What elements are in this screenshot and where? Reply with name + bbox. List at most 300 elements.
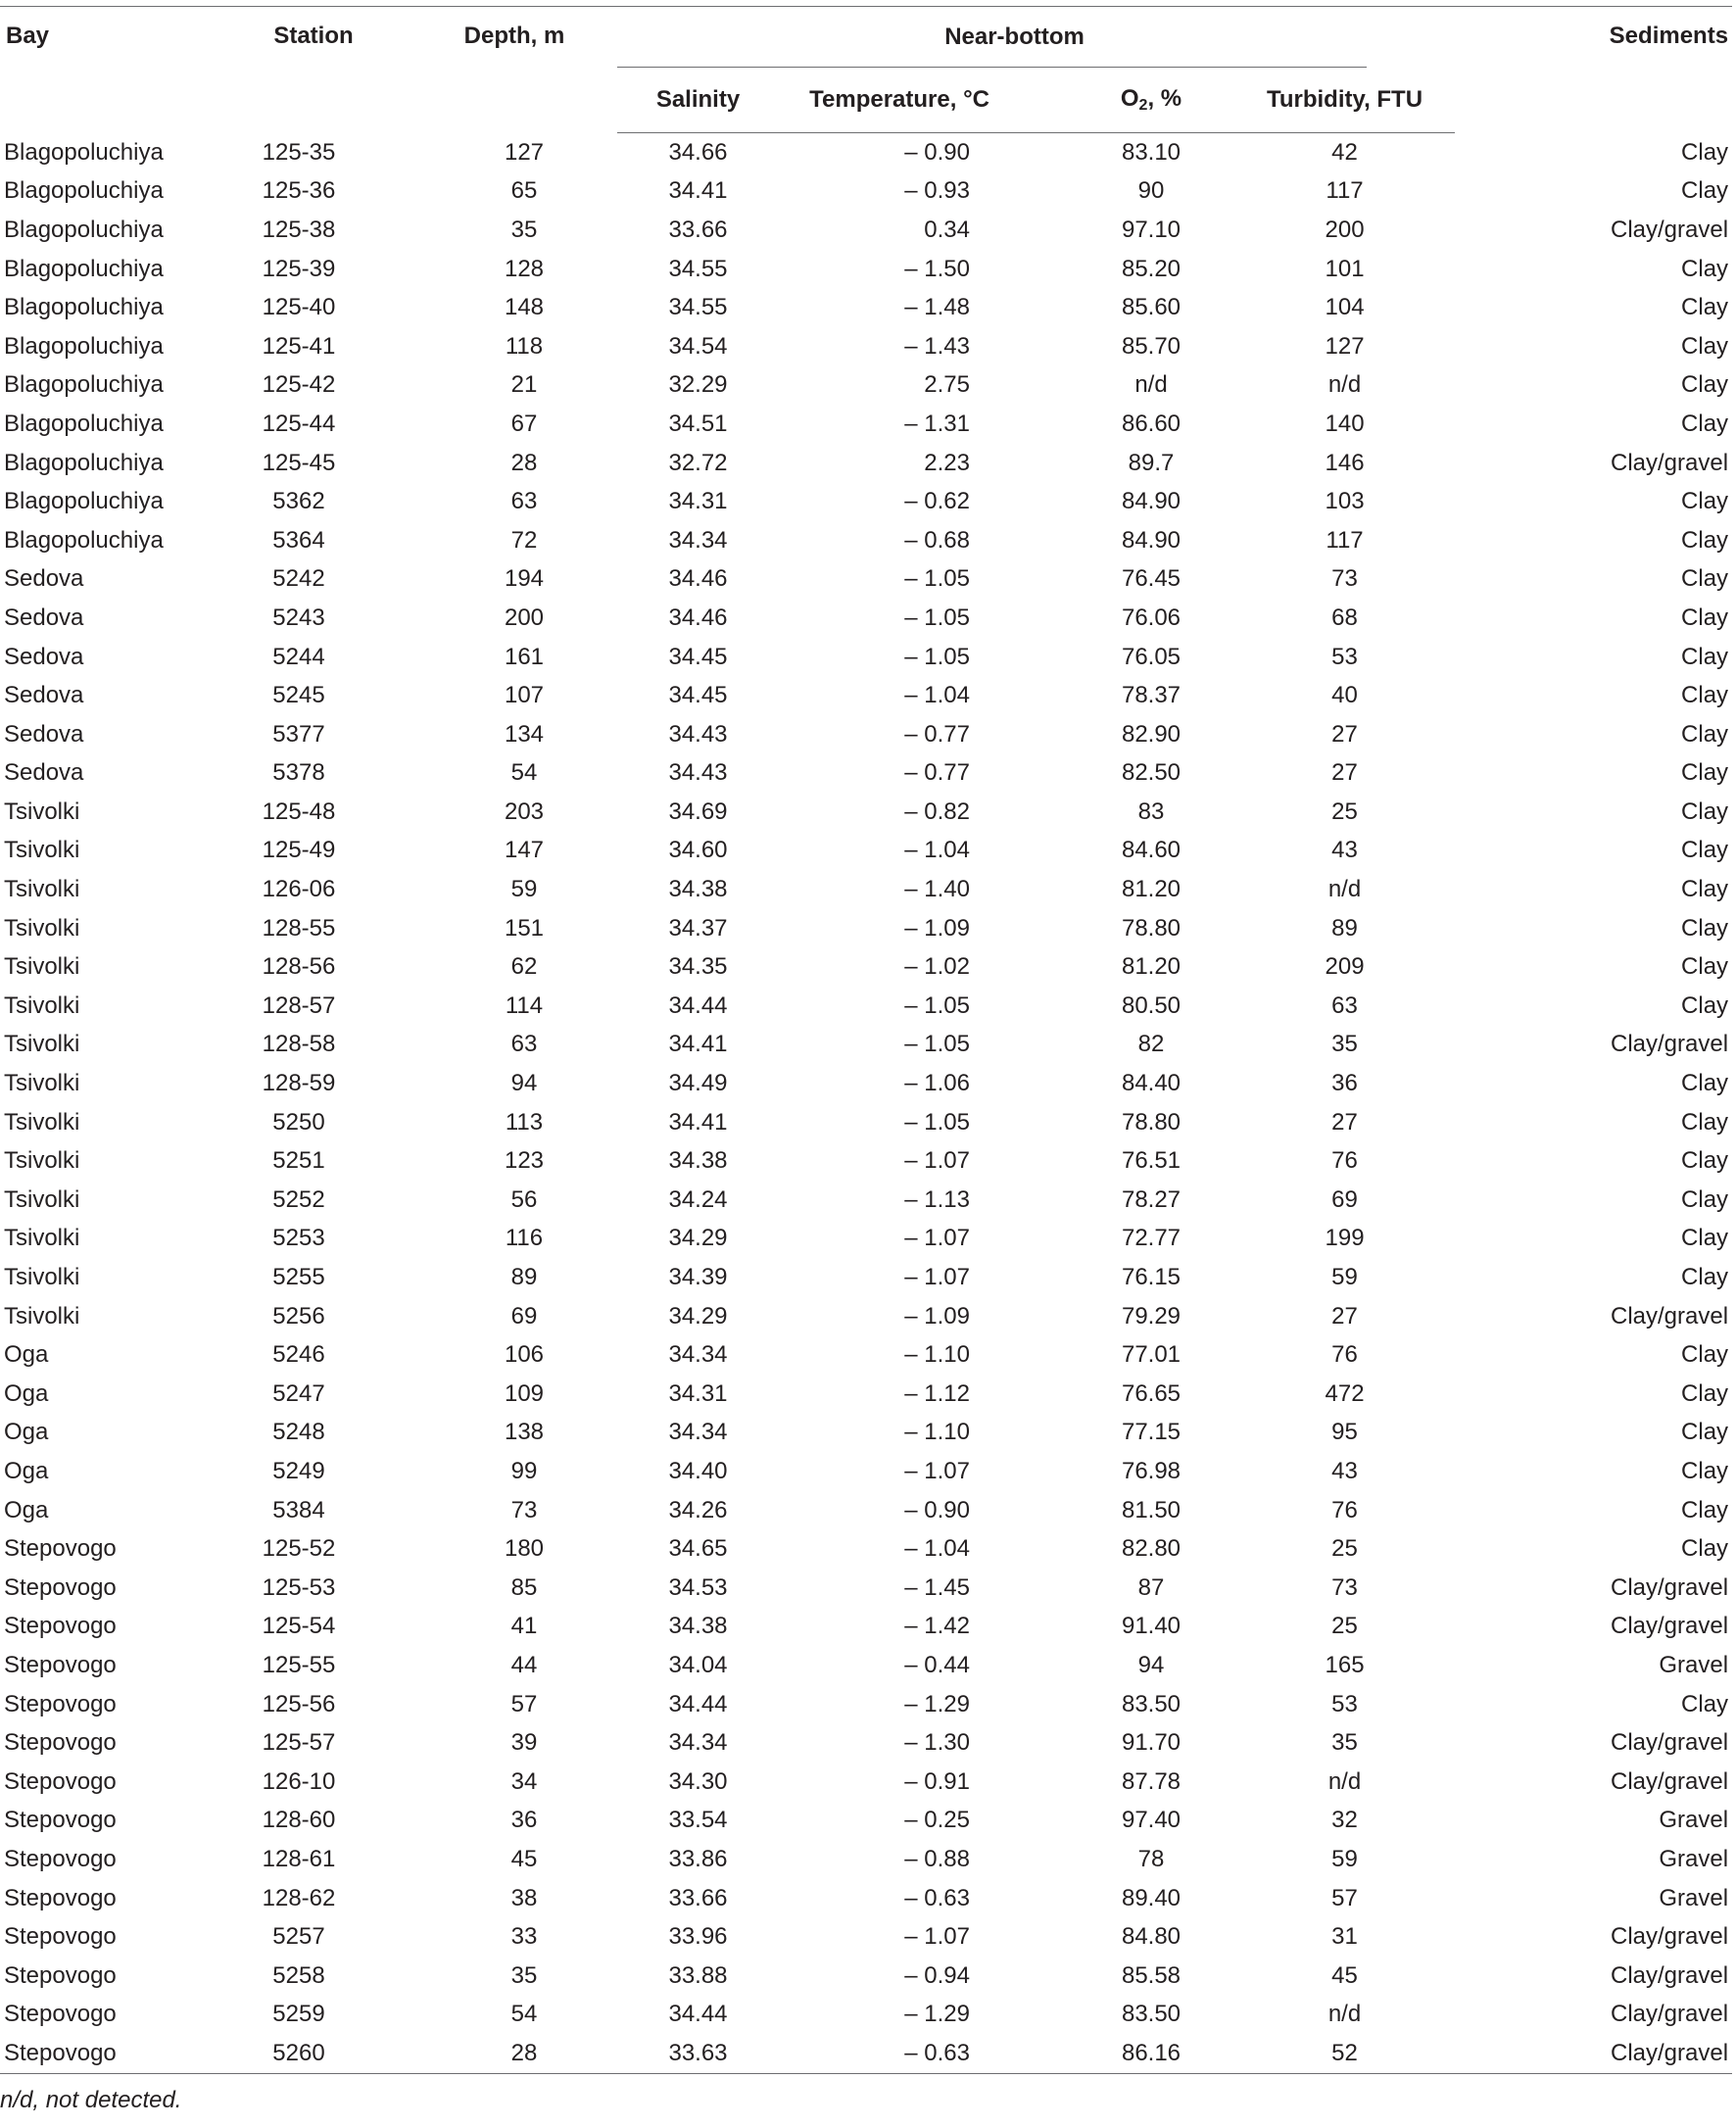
cell-bay: Stepovogo xyxy=(4,1690,117,1717)
cell-o2: 85.60 xyxy=(1121,294,1181,321)
cell-temperature: – 1.29 xyxy=(904,1690,970,1717)
cell-station: 128-55 xyxy=(262,914,336,942)
cell-temperature: – 0.88 xyxy=(904,1845,970,1872)
cell-bay: Stepovogo xyxy=(0,2034,216,2073)
cell-o2: 85.70 xyxy=(1121,332,1181,360)
cell-depth: 21 xyxy=(510,371,538,399)
cell-sediments: Clay xyxy=(1681,953,1729,981)
cell-depth: 44 xyxy=(510,1651,538,1678)
cell-sediments: Clay xyxy=(1681,526,1729,554)
cell-turbidity: 101 xyxy=(1325,255,1365,282)
cell-temperature: – 1.05 xyxy=(904,1108,970,1136)
table-row xyxy=(0,832,1732,871)
cell-sediments: Clay/gravel xyxy=(1611,1302,1729,1329)
header-temperature: Temperature, °C xyxy=(789,68,1038,133)
cell-station: 128-56 xyxy=(262,953,336,981)
cell-depth: 123 xyxy=(504,1147,545,1175)
cell-o2: 87 xyxy=(1137,1573,1165,1601)
cell-depth: 180 xyxy=(504,1535,545,1563)
cell-bay: Stepovogo xyxy=(4,1613,117,1640)
table-row xyxy=(0,1529,1732,1569)
table-row xyxy=(0,1879,1732,1918)
cell-bay: Stepovogo xyxy=(4,1807,117,1834)
cell-salinity: 34.69 xyxy=(668,798,728,825)
cell-temperature: – 1.04 xyxy=(904,682,970,709)
cell-turbidity: 53 xyxy=(1331,1690,1358,1717)
cell-bay: Tsivolki xyxy=(4,1302,80,1329)
cell-depth: 113 xyxy=(505,1108,544,1136)
cell-salinity: 34.34 xyxy=(668,1729,728,1757)
cell-station: 5246 xyxy=(272,1341,325,1369)
table-row xyxy=(0,172,1732,212)
cell-temperature: – 0.63 xyxy=(904,1884,970,1911)
cell-salinity: 34.65 xyxy=(668,1535,728,1563)
cell-station: 125-41 xyxy=(262,332,336,360)
cell-depth: 127 xyxy=(504,138,545,166)
cell-sediments: Clay xyxy=(1681,604,1729,631)
cell-sediments: Clay xyxy=(1681,1535,1729,1563)
cell-sediments: Gravel xyxy=(1659,1884,1729,1911)
cell-bay: Tsivolki xyxy=(4,1264,80,1291)
cell-salinity: 34.38 xyxy=(668,876,728,903)
cell-depth: 116 xyxy=(505,1225,544,1252)
cell-sediments: Clay xyxy=(1681,488,1729,515)
table-row xyxy=(0,288,1732,327)
cell-turbidity: 59 xyxy=(1331,1845,1358,1872)
cell-sediments: Clay/gravel xyxy=(1611,449,1729,476)
cell-salinity: 34.34 xyxy=(668,1341,728,1369)
cell-bay: Tsivolki xyxy=(4,876,80,903)
cell-sediments: Clay/gravel xyxy=(1611,1923,1729,1951)
cell-temperature: – 1.10 xyxy=(904,1419,970,1446)
cell-depth: 33 xyxy=(510,1923,538,1951)
cell-o2: 85.58 xyxy=(1121,1961,1181,1989)
table-row xyxy=(0,870,1732,909)
cell-temperature: – 1.07 xyxy=(904,1147,970,1175)
cell-depth: 73 xyxy=(510,1496,538,1523)
cell-turbidity: n/d xyxy=(1327,371,1362,399)
cell-temperature: – 0.82 xyxy=(904,798,970,825)
cell-depth: 107 xyxy=(504,682,545,709)
cell-temperature: – 1.05 xyxy=(904,1031,970,1058)
cell-o2: 82.80 xyxy=(1121,1535,1181,1563)
cell-station: 125-45 xyxy=(262,449,336,476)
cell-o2: 76.51 xyxy=(1121,1147,1181,1175)
cell-depth: 161 xyxy=(504,643,545,670)
cell-turbidity: n/d xyxy=(1327,1767,1362,1795)
cell-temperature: – 1.04 xyxy=(904,1535,970,1563)
cell-turbidity: 25 xyxy=(1331,1613,1358,1640)
cell-temperature: – 1.05 xyxy=(904,604,970,631)
cell-turbidity: 27 xyxy=(1331,1302,1358,1329)
cell-turbidity: 25 xyxy=(1331,798,1358,825)
table-row xyxy=(0,676,1732,715)
cell-bay: Stepovogo xyxy=(4,1884,117,1911)
cell-sediments: Clay/gravel xyxy=(1611,216,1729,243)
cell-bay: Tsivolki xyxy=(4,991,80,1019)
cell-salinity: 33.54 xyxy=(668,1807,728,1834)
cell-station: 125-54 xyxy=(262,1613,336,1640)
cell-o2: 76.05 xyxy=(1121,643,1181,670)
cell-salinity: 34.26 xyxy=(668,1496,728,1523)
cell-salinity: 34.44 xyxy=(668,991,728,1019)
table-row xyxy=(0,1064,1732,1103)
cell-salinity: 34.35 xyxy=(668,953,728,981)
table-row xyxy=(0,1840,1732,1879)
cell-salinity: 34.44 xyxy=(668,2001,728,2028)
near-bottom-rule xyxy=(617,67,1367,68)
cell-sediments: Clay/gravel xyxy=(1611,1573,1729,1601)
cell-temperature: – 0.90 xyxy=(904,138,970,166)
cell-o2: 91.40 xyxy=(1121,1613,1181,1640)
cell-depth: 94 xyxy=(510,1070,538,1097)
cell-o2: 94 xyxy=(1137,1651,1165,1678)
cell-station: 5384 xyxy=(272,1496,325,1523)
cell-o2: 84.40 xyxy=(1121,1070,1181,1097)
table-row xyxy=(0,521,1732,560)
cell-bay: Oga xyxy=(4,1379,49,1407)
cell-salinity: 34.66 xyxy=(668,138,728,166)
cell-bay: Tsivolki xyxy=(4,914,80,942)
table-row xyxy=(0,560,1732,600)
cell-turbidity: 27 xyxy=(1331,720,1358,748)
cell-temperature: – 1.02 xyxy=(904,953,970,981)
cell-station: 125-38 xyxy=(262,216,336,243)
cell-depth: 63 xyxy=(510,488,538,515)
cell-o2: 76.98 xyxy=(1121,1457,1181,1484)
cell-station: 125-56 xyxy=(262,1690,336,1717)
cell-turbidity: 40 xyxy=(1331,682,1358,709)
cell-salinity: 34.34 xyxy=(668,1419,728,1446)
cell-o2: 76.06 xyxy=(1121,604,1181,631)
cell-temperature: – 1.12 xyxy=(904,1379,970,1407)
table-row xyxy=(0,1763,1732,1802)
cell-bay: Blagopoluchiya xyxy=(4,294,164,321)
cell-salinity: 33.88 xyxy=(668,1961,728,1989)
header-depth: Depth, m xyxy=(411,7,617,133)
table-row xyxy=(0,909,1732,948)
cell-sediments: Clay xyxy=(1681,138,1729,166)
cell-bay: Stepovogo xyxy=(4,1573,117,1601)
cell-salinity: 34.38 xyxy=(668,1613,728,1640)
cell-sediments: Clay xyxy=(1681,1147,1729,1175)
cell-bay: Sedova xyxy=(4,720,84,748)
footnote: n/d, not detected. xyxy=(0,2087,182,2113)
cell-o2: 81.50 xyxy=(1121,1496,1181,1523)
table-row xyxy=(0,444,1732,483)
cell-turbidity: 32 xyxy=(1331,1807,1358,1834)
cell-depth: 138 xyxy=(504,1419,545,1446)
cell-o2: 83.10 xyxy=(1121,138,1181,166)
cell-salinity: 33.63 xyxy=(617,2034,789,2073)
cell-turbidity: 76 xyxy=(1331,1341,1358,1369)
cell-sediments: Clay xyxy=(1681,798,1729,825)
cell-depth: 41 xyxy=(510,1613,538,1640)
cell-salinity: 33.66 xyxy=(668,216,728,243)
cell-sediments: Clay xyxy=(1681,177,1729,205)
cell-turbidity: 43 xyxy=(1331,1457,1358,1484)
cell-depth: 148 xyxy=(504,294,545,321)
cell-sediments: Clay/gravel xyxy=(1611,1613,1729,1640)
cell-o2: 78.80 xyxy=(1121,1108,1181,1136)
cell-station: 125-57 xyxy=(262,1729,336,1757)
cell-o2: 76.45 xyxy=(1121,565,1181,593)
cell-station: 128-59 xyxy=(262,1070,336,1097)
cell-turbidity: 43 xyxy=(1331,837,1358,864)
cell-turbidity: 63 xyxy=(1331,991,1358,1019)
table-row xyxy=(0,1569,1732,1608)
cell-depth: 134 xyxy=(504,720,545,748)
cell-sediments: Gravel xyxy=(1659,1807,1729,1834)
cell-depth: 35 xyxy=(510,216,538,243)
cell-depth: 63 xyxy=(510,1031,538,1058)
cell-station: 125-48 xyxy=(262,798,336,825)
cell-salinity: 34.41 xyxy=(668,1108,728,1136)
cell-salinity: 32.29 xyxy=(668,371,728,399)
cell-o2: 81.20 xyxy=(1121,953,1181,981)
table-row xyxy=(0,1957,1732,1996)
cell-temperature: – 1.07 xyxy=(904,1225,970,1252)
cell-temperature: – 0.44 xyxy=(904,1651,970,1678)
cell-depth: 203 xyxy=(504,798,545,825)
table-row xyxy=(0,1723,1732,1763)
header-o2-suffix: , % xyxy=(1147,85,1182,112)
cell-turbidity: 42 xyxy=(1331,138,1358,166)
cell-station: 5255 xyxy=(272,1264,325,1291)
cell-sediments: Clay xyxy=(1681,1108,1729,1136)
cell-salinity: 34.04 xyxy=(668,1651,728,1678)
cell-bay: Tsivolki xyxy=(4,1108,80,1136)
cell-station: 128-58 xyxy=(262,1031,336,1058)
table-row xyxy=(0,793,1732,832)
cell-turbidity: 57 xyxy=(1331,1884,1358,1911)
cell-sediments: Clay xyxy=(1681,1225,1729,1252)
cell-depth: 45 xyxy=(510,1845,538,1872)
cell-o2: 82.90 xyxy=(1121,720,1181,748)
cell-o2: 78.27 xyxy=(1121,1185,1181,1213)
cell-salinity: 34.30 xyxy=(668,1767,728,1795)
cell-salinity: 34.44 xyxy=(668,1690,728,1717)
cell-bay: Tsivolki xyxy=(4,1031,80,1058)
cell-bay: Tsivolki xyxy=(4,1185,80,1213)
cell-turbidity: 76 xyxy=(1331,1147,1358,1175)
cell-station: 125-53 xyxy=(262,1573,336,1601)
cell-station: 125-49 xyxy=(262,837,336,864)
table-row xyxy=(0,2034,1732,2073)
cell-temperature: – 1.06 xyxy=(904,1070,970,1097)
cell-turbidity: 472 xyxy=(1325,1379,1365,1407)
cell-turbidity: 27 xyxy=(1331,759,1358,787)
cell-o2: 80.50 xyxy=(1121,991,1181,1019)
header-turbidity: Turbidity, FTU xyxy=(1244,68,1455,133)
table-row xyxy=(0,1996,1732,2035)
cell-bay: Stepovogo xyxy=(4,1767,117,1795)
cell-sediments: Clay xyxy=(1681,1070,1729,1097)
cell-salinity: 34.55 xyxy=(668,255,728,282)
table-row xyxy=(0,1491,1732,1530)
cell-bay: Stepovogo xyxy=(4,1729,117,1757)
cell-turbidity: 104 xyxy=(1325,294,1365,321)
cell-o2: 97.40 xyxy=(1121,1807,1181,1834)
cell-sediments: Clay xyxy=(1681,1379,1729,1407)
cell-temperature: – 1.05 xyxy=(904,643,970,670)
cell-station: 5257 xyxy=(272,1923,325,1951)
cell-depth: 118 xyxy=(505,332,544,360)
cell-turbidity: 165 xyxy=(1325,1651,1365,1678)
cell-turbidity: 52 xyxy=(1244,2034,1455,2073)
header-near-bottom-label: Near-bottom xyxy=(944,24,1085,50)
header-sediments: Sediments xyxy=(1455,7,1732,133)
cell-salinity: 32.72 xyxy=(668,449,728,476)
cell-turbidity: n/d xyxy=(1327,876,1362,903)
table-row xyxy=(0,987,1732,1026)
cell-turbidity: 25 xyxy=(1331,1535,1358,1563)
cell-station: 125-35 xyxy=(262,138,336,166)
cell-salinity: 34.41 xyxy=(668,177,728,205)
cell-depth: 56 xyxy=(510,1185,538,1213)
cell-temperature: – 1.05 xyxy=(904,565,970,593)
cell-o2: 89.40 xyxy=(1121,1884,1181,1911)
cell-temperature: – 0.93 xyxy=(904,177,970,205)
cell-o2: 76.65 xyxy=(1121,1379,1181,1407)
cell-sediments: Clay xyxy=(1681,332,1729,360)
cell-station: 5362 xyxy=(272,488,325,515)
cell-temperature: – 1.07 xyxy=(904,1264,970,1291)
cell-bay: Blagopoluchiya xyxy=(4,488,164,515)
cell-temperature: – 1.09 xyxy=(904,1302,970,1329)
cell-temperature: – 1.50 xyxy=(904,255,970,282)
cell-sediments: Gravel xyxy=(1659,1651,1729,1678)
cell-temperature: – 0.77 xyxy=(904,720,970,748)
cell-depth: 54 xyxy=(510,2001,538,2028)
cell-bay: Stepovogo xyxy=(4,1651,117,1678)
cell-bay: Tsivolki xyxy=(4,1070,80,1097)
cell-turbidity: 36 xyxy=(1331,1070,1358,1097)
table-row xyxy=(0,405,1732,444)
cell-sediments: Clay/gravel xyxy=(1611,1767,1729,1795)
cell-sediments: Clay xyxy=(1681,876,1729,903)
table-row xyxy=(0,638,1732,677)
cell-temperature: – 1.48 xyxy=(904,294,970,321)
cell-o2: 83.50 xyxy=(1121,1690,1181,1717)
cell-sediments: Clay xyxy=(1681,294,1729,321)
cell-salinity: 34.43 xyxy=(668,720,728,748)
table-row xyxy=(0,366,1732,406)
cell-sediments: Clay/gravel xyxy=(1611,1961,1729,1989)
cell-temperature: – 1.31 xyxy=(904,410,970,437)
cell-depth: 62 xyxy=(510,953,538,981)
cell-salinity: 34.60 xyxy=(668,837,728,864)
cell-depth: 109 xyxy=(504,1379,545,1407)
cell-sediments: Clay xyxy=(1681,682,1729,709)
cell-depth: 106 xyxy=(504,1341,545,1369)
cell-sediments: Clay/gravel xyxy=(1455,2034,1732,2073)
cell-station: 125-55 xyxy=(262,1651,336,1678)
cell-bay: Sedova xyxy=(4,682,84,709)
cell-station: 5378 xyxy=(272,759,325,787)
cell-o2: 72.77 xyxy=(1121,1225,1181,1252)
cell-bay: Oga xyxy=(4,1341,49,1369)
cell-sediments: Clay xyxy=(1681,759,1729,787)
cell-salinity: 34.43 xyxy=(668,759,728,787)
cell-o2: 81.20 xyxy=(1121,876,1181,903)
table-row xyxy=(0,1297,1732,1336)
header-near-bottom xyxy=(617,7,1455,69)
cell-depth: 36 xyxy=(510,1807,538,1834)
cell-sediments: Clay xyxy=(1681,837,1729,864)
cell-turbidity: 89 xyxy=(1331,914,1358,942)
cell-salinity: 34.55 xyxy=(668,294,728,321)
cell-station: 128-62 xyxy=(262,1884,336,1911)
cell-turbidity: 95 xyxy=(1331,1419,1358,1446)
cell-station: 5245 xyxy=(272,682,325,709)
table-row xyxy=(0,1103,1732,1142)
header-o2-sub: 2 xyxy=(1138,97,1148,114)
cell-temperature: – 1.13 xyxy=(904,1185,970,1213)
cell-sediments: Clay xyxy=(1681,371,1729,399)
cell-bay: Oga xyxy=(4,1419,49,1446)
cell-depth: 128 xyxy=(504,255,545,282)
cell-station: 5244 xyxy=(272,643,325,670)
cell-bay: Tsivolki xyxy=(4,1147,80,1175)
table-header xyxy=(0,7,1732,133)
cell-turbidity: n/d xyxy=(1327,2001,1362,2028)
cell-o2: 77.15 xyxy=(1121,1419,1181,1446)
cell-depth: 69 xyxy=(510,1302,538,1329)
cell-o2: 84.80 xyxy=(1121,1923,1181,1951)
cell-sediments: Clay xyxy=(1681,1185,1729,1213)
cell-depth: 39 xyxy=(510,1729,538,1757)
cell-o2: 87.78 xyxy=(1121,1767,1181,1795)
cell-temperature: – 0.25 xyxy=(904,1807,970,1834)
cell-depth: 194 xyxy=(504,565,545,593)
cell-station: 5377 xyxy=(272,720,325,748)
cell-turbidity: 31 xyxy=(1331,1923,1358,1951)
cell-bay: Blagopoluchiya xyxy=(4,138,164,166)
table-row xyxy=(0,482,1732,521)
cell-bay: Oga xyxy=(4,1457,49,1484)
cell-temperature: – 1.10 xyxy=(904,1341,970,1369)
cell-sediments: Clay/gravel xyxy=(1611,2001,1729,2028)
cell-o2: 90 xyxy=(1137,177,1165,205)
cell-bay: Blagopoluchiya xyxy=(4,177,164,205)
cell-temperature: 2.23 xyxy=(924,449,970,476)
cell-sediments: Clay xyxy=(1681,565,1729,593)
cell-o2: 89.7 xyxy=(1128,449,1175,476)
cell-station: 5253 xyxy=(272,1225,325,1252)
cell-bay: Blagopoluchiya xyxy=(4,216,164,243)
cell-depth: 28 xyxy=(510,449,538,476)
cell-station: 5259 xyxy=(272,2001,325,2028)
cell-turbidity: 59 xyxy=(1331,1264,1358,1291)
table-row xyxy=(0,1335,1732,1375)
cell-o2: n/d xyxy=(1134,371,1168,399)
cell-salinity: 34.38 xyxy=(668,1147,728,1175)
data-table xyxy=(0,6,1732,2074)
cell-sediments: Clay xyxy=(1681,991,1729,1019)
cell-bay: Stepovogo xyxy=(4,1535,117,1563)
cell-bay: Sedova xyxy=(4,759,84,787)
cell-station: 5242 xyxy=(272,565,325,593)
cell-station: 125-40 xyxy=(262,294,336,321)
cell-temperature: – 0.63 xyxy=(789,2034,1038,2073)
cell-salinity: 34.29 xyxy=(668,1225,728,1252)
cell-sediments: Clay xyxy=(1681,1457,1729,1484)
cell-o2: 76.15 xyxy=(1121,1264,1181,1291)
table-row xyxy=(0,1258,1732,1297)
table-row xyxy=(0,947,1732,987)
cell-sediments: Clay xyxy=(1681,1341,1729,1369)
